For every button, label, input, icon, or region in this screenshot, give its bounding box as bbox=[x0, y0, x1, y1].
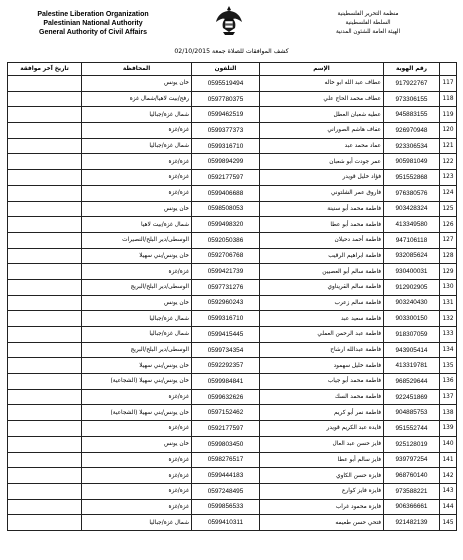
cell-id: 917922767 bbox=[384, 76, 440, 92]
cell-phone: 0599734354 bbox=[192, 342, 260, 358]
cell-date bbox=[8, 138, 82, 154]
cell-gov: غزة/غزة bbox=[82, 499, 192, 515]
cell-phone: 0599856533 bbox=[192, 499, 260, 515]
cell-name: فاطمة سعيد عبد bbox=[260, 311, 384, 327]
cell-phone: 0597152462 bbox=[192, 405, 260, 421]
cell-id: 932085624 bbox=[384, 248, 440, 264]
cell-phone: 0599498320 bbox=[192, 217, 260, 233]
organization-name-english bbox=[8, 10, 178, 37]
cell-phone: 0598276517 bbox=[192, 452, 260, 468]
cell-num: 119 bbox=[440, 107, 457, 123]
org-ar-line-1: منظمة التحرير الفلسطينية bbox=[337, 11, 399, 17]
cell-num: 144 bbox=[440, 499, 457, 515]
cell-num: 120 bbox=[440, 123, 457, 139]
cell-gov: شمال غزة/جباليا bbox=[82, 107, 192, 123]
cell-num: 130 bbox=[440, 279, 457, 295]
cell-id: 905981049 bbox=[384, 154, 440, 170]
cell-date bbox=[8, 499, 82, 515]
table-row bbox=[8, 76, 457, 92]
cell-id: 413349580 bbox=[384, 217, 440, 233]
cell-gov: خان يونس bbox=[82, 76, 192, 92]
cell-gov: غزة/غزة bbox=[82, 154, 192, 170]
cell-gov: الوسطى/دير البلح/البريج bbox=[82, 279, 192, 295]
cell-num: 127 bbox=[440, 232, 457, 248]
cell-gov: خان يونس bbox=[82, 295, 192, 311]
cell-phone: 0599632626 bbox=[192, 389, 260, 405]
cell-gov: خان يونس/بني سهيلا (الشجاعية) bbox=[82, 405, 192, 421]
cell-gov: شمال غزة/جباليا bbox=[82, 138, 192, 154]
cell-num: 145 bbox=[440, 515, 457, 531]
cell-date bbox=[8, 436, 82, 452]
cell-name: فاطمة محمد أبو عطا bbox=[260, 217, 384, 233]
cell-gov: شمال غزة/جباليا bbox=[82, 327, 192, 343]
org-line-3: General Authority of Civil Affairs bbox=[39, 29, 147, 36]
cell-num: 139 bbox=[440, 421, 457, 437]
table-row bbox=[8, 499, 457, 515]
cell-id: 904885753 bbox=[384, 405, 440, 421]
cell-num: 134 bbox=[440, 342, 457, 358]
cell-num: 138 bbox=[440, 405, 457, 421]
cell-id: 903300150 bbox=[384, 311, 440, 327]
cell-date bbox=[8, 123, 82, 139]
cell-num: 128 bbox=[440, 248, 457, 264]
table-row bbox=[8, 452, 457, 468]
cell-name: فؤاد خليل قويدر bbox=[260, 170, 384, 186]
column-header-name: الإسم bbox=[260, 63, 384, 76]
table-row bbox=[8, 107, 457, 123]
cell-num: 143 bbox=[440, 483, 457, 499]
cell-name: عطيه شعبان العطل bbox=[260, 107, 384, 123]
table-row bbox=[8, 389, 457, 405]
org-line-2: Palestinian National Authority bbox=[43, 20, 143, 27]
cell-num: 123 bbox=[440, 170, 457, 186]
cell-id: 968760140 bbox=[384, 468, 440, 484]
cell-num: 142 bbox=[440, 468, 457, 484]
document-caption: كشف الموافقات للصلاة جمعة 02/10/2015 bbox=[174, 48, 289, 55]
cell-gov: غزة/غزة bbox=[82, 264, 192, 280]
cell-name: فايز حسن عبد العال bbox=[260, 436, 384, 452]
table-row bbox=[8, 468, 457, 484]
cell-id: 945883155 bbox=[384, 107, 440, 123]
cell-name: فاطمة سالم أبو العصيين bbox=[260, 264, 384, 280]
cell-date bbox=[8, 91, 82, 107]
cell-date bbox=[8, 201, 82, 217]
cell-num: 117 bbox=[440, 76, 457, 92]
cell-name: فايزه حسن الكاوي bbox=[260, 468, 384, 484]
cell-num: 129 bbox=[440, 264, 457, 280]
cell-id: 922451869 bbox=[384, 389, 440, 405]
org-ar-line-2: السلطة الفلسطينية bbox=[345, 20, 391, 26]
cell-date bbox=[8, 264, 82, 280]
cell-name: عطاف عبد الله ابو خاله bbox=[260, 76, 384, 92]
table-row bbox=[8, 295, 457, 311]
cell-name: عماد محمد عبد bbox=[260, 138, 384, 154]
cell-id: 903240430 bbox=[384, 295, 440, 311]
table-row bbox=[8, 279, 457, 295]
approvals-table bbox=[7, 62, 457, 531]
cell-gov: شمال غزة/بيت لاهيا bbox=[82, 217, 192, 233]
cell-name: فاطمة خليل سهمود bbox=[260, 358, 384, 374]
cell-date bbox=[8, 405, 82, 421]
cell-date bbox=[8, 358, 82, 374]
cell-phone: 0599421739 bbox=[192, 264, 260, 280]
cell-name: فاطمة سالم زعرب bbox=[260, 295, 384, 311]
table-row bbox=[8, 123, 457, 139]
cell-gov: خان يونس/بني سهيلا (الشجاعية) bbox=[82, 374, 192, 390]
org-line-1: Palestine Liberation Organization bbox=[37, 11, 149, 18]
cell-phone: 0599316710 bbox=[192, 138, 260, 154]
cell-num: 126 bbox=[440, 217, 457, 233]
cell-gov: غزة/غزة bbox=[82, 185, 192, 201]
cell-phone: 0592177597 bbox=[192, 421, 260, 437]
column-header-num bbox=[440, 63, 457, 76]
cell-name: فاطمة محمد أبو جياب bbox=[260, 374, 384, 390]
cell-phone: 0599415445 bbox=[192, 327, 260, 343]
cell-name: فاطمة محمد السك bbox=[260, 389, 384, 405]
cell-name: فاطمة محمد أبو سنينة bbox=[260, 201, 384, 217]
cell-date bbox=[8, 515, 82, 531]
cell-gov: خان يونس bbox=[82, 201, 192, 217]
table-row bbox=[8, 248, 457, 264]
column-header-governorate: المحافظة bbox=[82, 63, 192, 76]
cell-num: 137 bbox=[440, 389, 457, 405]
cell-name: فاروق عمر الشلتوني bbox=[260, 185, 384, 201]
cell-date bbox=[8, 248, 82, 264]
cell-date bbox=[8, 185, 82, 201]
table-row bbox=[8, 264, 457, 280]
table-row bbox=[8, 483, 457, 499]
cell-name: فاطمة سالم القريناوي bbox=[260, 279, 384, 295]
eagle-emblem-icon bbox=[214, 4, 244, 36]
cell-num: 135 bbox=[440, 358, 457, 374]
cell-phone: 0592177597 bbox=[192, 170, 260, 186]
cell-num: 136 bbox=[440, 374, 457, 390]
cell-num: 121 bbox=[440, 138, 457, 154]
table-row bbox=[8, 358, 457, 374]
cell-gov: رفح/بيت لاهيا/شمال غزة bbox=[82, 91, 192, 107]
document-header bbox=[0, 0, 463, 46]
column-header-last-approval-date: تاريخ آخر موافقة bbox=[8, 63, 82, 76]
cell-date bbox=[8, 217, 82, 233]
cell-id: 951552744 bbox=[384, 421, 440, 437]
cell-num: 131 bbox=[440, 295, 457, 311]
table-row bbox=[8, 91, 457, 107]
table-row bbox=[8, 342, 457, 358]
cell-date bbox=[8, 232, 82, 248]
cell-id: 926970948 bbox=[384, 123, 440, 139]
cell-id: 930400031 bbox=[384, 264, 440, 280]
cell-name: فتحي حسن طعيمه bbox=[260, 515, 384, 531]
cell-id: 912902905 bbox=[384, 279, 440, 295]
cell-date bbox=[8, 342, 82, 358]
cell-phone: 0599984841 bbox=[192, 374, 260, 390]
cell-date bbox=[8, 76, 82, 92]
cell-gov: غزة/غزة bbox=[82, 483, 192, 499]
cell-phone: 0599406688 bbox=[192, 185, 260, 201]
cell-id: 939797254 bbox=[384, 452, 440, 468]
cell-name: فاطمة عبدالله ارشاح bbox=[260, 342, 384, 358]
cell-date bbox=[8, 468, 82, 484]
cell-num: 122 bbox=[440, 154, 457, 170]
cell-name: فايزه محمود غراب bbox=[260, 499, 384, 515]
organization-name-arabic bbox=[313, 10, 423, 37]
cell-name: عمر جودت أبو شعبان bbox=[260, 154, 384, 170]
cell-date bbox=[8, 374, 82, 390]
column-header-id: رقم الهوية bbox=[384, 63, 440, 76]
table-row bbox=[8, 515, 457, 531]
cell-id: 903428324 bbox=[384, 201, 440, 217]
table-header-row bbox=[8, 63, 457, 76]
cell-phone: 0597731276 bbox=[192, 279, 260, 295]
cell-date bbox=[8, 154, 82, 170]
cell-gov: غزة/غزة bbox=[82, 389, 192, 405]
cell-name: فايز سالم أبو عطا bbox=[260, 452, 384, 468]
cell-phone: 0595519494 bbox=[192, 76, 260, 92]
cell-id: 976380576 bbox=[384, 185, 440, 201]
cell-gov: غزة/غزة bbox=[82, 170, 192, 186]
table-row bbox=[8, 327, 457, 343]
cell-date bbox=[8, 170, 82, 186]
table-row bbox=[8, 185, 457, 201]
cell-num: 124 bbox=[440, 185, 457, 201]
cell-date bbox=[8, 327, 82, 343]
cell-gov: غزة/غزة bbox=[82, 421, 192, 437]
table-row bbox=[8, 138, 457, 154]
cell-gov: الوسطى/دير البلح/البريج bbox=[82, 342, 192, 358]
table-row bbox=[8, 232, 457, 248]
cell-gov: خان يونس/بني سهيلا bbox=[82, 358, 192, 374]
table-body bbox=[8, 76, 457, 531]
table-row bbox=[8, 217, 457, 233]
cell-date bbox=[8, 107, 82, 123]
cell-id: 925128019 bbox=[384, 436, 440, 452]
cell-name: فاطمة ابراهيم الرقيب bbox=[260, 248, 384, 264]
cell-date bbox=[8, 483, 82, 499]
cell-gov: شمال غزة/جباليا bbox=[82, 311, 192, 327]
cell-phone: 0592292357 bbox=[192, 358, 260, 374]
cell-date bbox=[8, 452, 82, 468]
cell-id: 951552868 bbox=[384, 170, 440, 186]
cell-phone: 0599462519 bbox=[192, 107, 260, 123]
cell-num: 141 bbox=[440, 452, 457, 468]
cell-date bbox=[8, 295, 82, 311]
table-row bbox=[8, 154, 457, 170]
table-row bbox=[8, 311, 457, 327]
cell-phone: 0597248495 bbox=[192, 483, 260, 499]
cell-date bbox=[8, 421, 82, 437]
cell-name: عطاف محمد الحاج علي bbox=[260, 91, 384, 107]
column-header-phone: التلفون bbox=[192, 63, 260, 76]
cell-date bbox=[8, 389, 82, 405]
cell-phone: 0597780375 bbox=[192, 91, 260, 107]
cell-id: 973588221 bbox=[384, 483, 440, 499]
table-row bbox=[8, 374, 457, 390]
cell-gov: خان يونس bbox=[82, 436, 192, 452]
cell-phone: 0592960243 bbox=[192, 295, 260, 311]
cell-id: 973306155 bbox=[384, 91, 440, 107]
table-row bbox=[8, 170, 457, 186]
cell-name: فاطمة أحمد دحيلان bbox=[260, 232, 384, 248]
cell-gov: خان يونس/بني سهيلا bbox=[82, 248, 192, 264]
cell-name: فاطمة نمر أبو كريم bbox=[260, 405, 384, 421]
cell-gov: غزة/غزة bbox=[82, 123, 192, 139]
cell-name: فاطمة عبد الرحمن العملي bbox=[260, 327, 384, 343]
cell-id: 923306534 bbox=[384, 138, 440, 154]
cell-num: 133 bbox=[440, 327, 457, 343]
cell-phone: 0599894299 bbox=[192, 154, 260, 170]
cell-date bbox=[8, 279, 82, 295]
cell-name: فايزه فايز كوارع bbox=[260, 483, 384, 499]
cell-phone: 0599803450 bbox=[192, 436, 260, 452]
cell-id: 906366661 bbox=[384, 499, 440, 515]
cell-date bbox=[8, 311, 82, 327]
cell-name: فايده عبد الكريم قويدر bbox=[260, 421, 384, 437]
cell-phone: 0599410311 bbox=[192, 515, 260, 531]
table-row bbox=[8, 405, 457, 421]
cell-gov: غزة/غزة bbox=[82, 468, 192, 484]
cell-id: 943905414 bbox=[384, 342, 440, 358]
cell-phone: 0592050386 bbox=[192, 232, 260, 248]
cell-phone: 0599316710 bbox=[192, 311, 260, 327]
cell-gov: شمال غزة/جباليا bbox=[82, 515, 192, 531]
cell-phone: 0599444183 bbox=[192, 468, 260, 484]
cell-id: 918307059 bbox=[384, 327, 440, 343]
cell-gov: الوسطى/دير البلح/النصيرات bbox=[82, 232, 192, 248]
cell-num: 140 bbox=[440, 436, 457, 452]
cell-name: عفاف هاشم الصوراني bbox=[260, 123, 384, 139]
cell-phone: 0592706768 bbox=[192, 248, 260, 264]
table-row bbox=[8, 421, 457, 437]
cell-num: 118 bbox=[440, 91, 457, 107]
table-row bbox=[8, 436, 457, 452]
cell-phone: 0599377373 bbox=[192, 123, 260, 139]
cell-id: 968529644 bbox=[384, 374, 440, 390]
org-ar-line-3: الهيئة العامة للشئون المدنية bbox=[335, 29, 401, 35]
cell-phone: 0598508053 bbox=[192, 201, 260, 217]
cell-gov: غزة/غزة bbox=[82, 452, 192, 468]
cell-id: 947106118 bbox=[384, 232, 440, 248]
cell-id: 413319781 bbox=[384, 358, 440, 374]
table-row bbox=[8, 201, 457, 217]
cell-num: 132 bbox=[440, 311, 457, 327]
cell-num: 125 bbox=[440, 201, 457, 217]
cell-id: 921482139 bbox=[384, 515, 440, 531]
